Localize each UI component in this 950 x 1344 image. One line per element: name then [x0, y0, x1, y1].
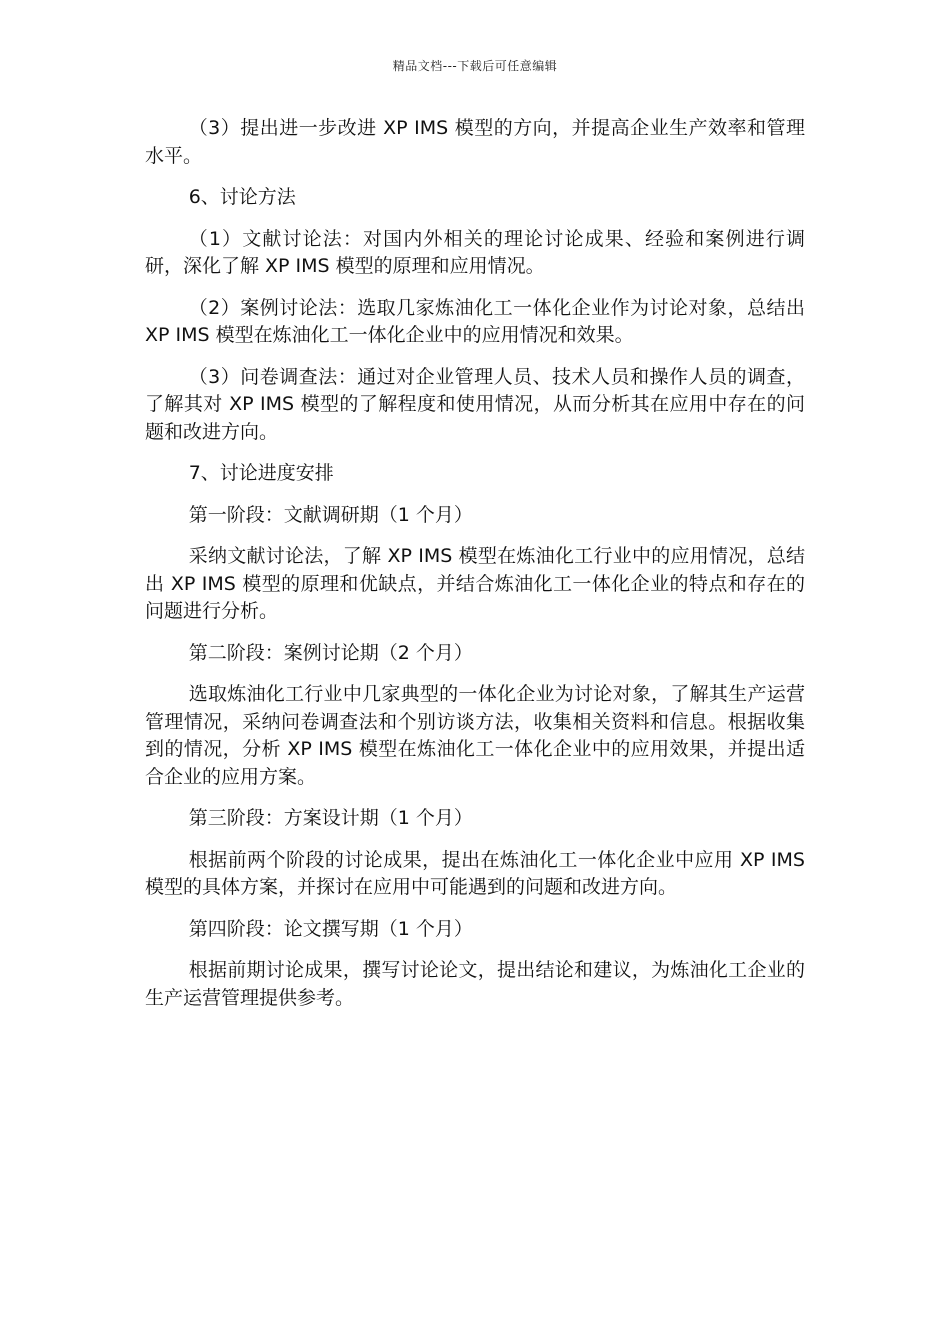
- paragraph-method-case: （2）案例讨论法：选取几家炼油化工一体化企业作为讨论对象，总结出 XP IMS 模型在炼油化工一体化企业中的应用情况和效果。: [145, 296, 805, 346]
- stage-heading-4: 第四阶段：论文撰写期（1 个月）: [188, 917, 473, 940]
- paragraph-method-literature: （1）文献讨论法：对国内外相关的理论讨论成果、经验和案例进行调研，深化了解 XP IMS 模型的原理和应用情况。: [145, 227, 805, 277]
- stage-heading-3: 第三阶段：方案设计期（1 个月）: [188, 807, 473, 829]
- paragraph-goal-3: （3）提出进一步改进 XP IMS 模型的方向，并提高企业生产效率和管理水平。: [145, 117, 805, 167]
- page-header: 精品文档---下载后可任意编辑: [392, 59, 558, 73]
- paragraph-method-survey: （3）问卷调查法：通过对企业管理人员、技术人员和操作人员的调查，了解其对 XP IMS 模型的了解程度和使用情况，从而分析其在应用中存在的问题和改进方向。: [145, 365, 805, 443]
- stage-description-4: 根据前期讨论成果，撰写讨论论文，提出结论和建议，为炼油化工企业的生产运营管理提供参考。: [145, 959, 805, 1009]
- stage-description-1: 采纳文献讨论法，了解 XP IMS 模型在炼油化工行业中的应用情况，总结出 XP IMS 模型的原理和优缺点，并结合炼油化工一体化企业的特点和存在的问题进行分析。: [145, 545, 805, 622]
- stage-heading-1: 第一阶段：文献调研期（1 个月）: [188, 503, 473, 526]
- stage-heading-2: 第二阶段：案例讨论期（2 个月）: [188, 641, 473, 664]
- document-body: [145, 115, 805, 1026]
- stage-description-3: 根据前两个阶段的讨论成果，提出在炼油化工一体化企业中应用 XP IMS 模型的具体方案，并探讨在应用中可能遇到的问题和改进方向。: [145, 848, 805, 898]
- section-heading-methods: 6、讨论方法: [188, 186, 296, 208]
- stage-description-2: 选取炼油化工行业中几家典型的一体化企业为讨论对象，了解其生产运营管理情况，采纳问卷调查法和个别访谈方法，收集相关资料和信息。根据收集到的情况，分析 XP IMS 模型在炼油化工一体化企业中的应用效果，并提出适合企业的应用方案。: [145, 683, 805, 788]
- section-heading-schedule: 7、讨论进度安排: [188, 462, 334, 484]
